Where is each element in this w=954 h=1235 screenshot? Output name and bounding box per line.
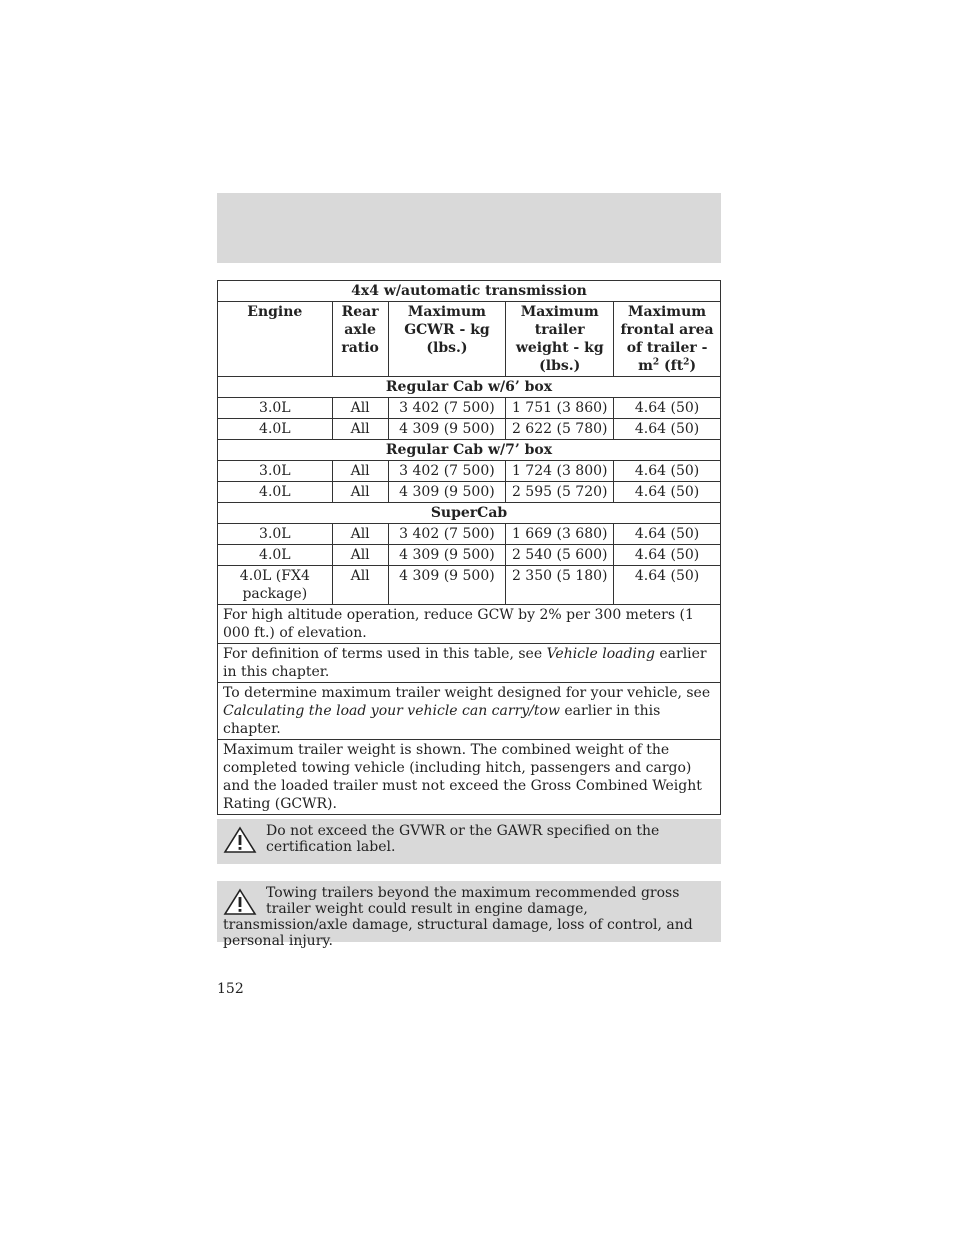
section-header-band — [217, 193, 721, 263]
header-engine: Engine — [218, 302, 333, 377]
cell-engine: 4.0L — [218, 545, 333, 566]
cell-engine: 4.0L — [218, 419, 333, 440]
cell-area: 4.64 (50) — [614, 566, 721, 605]
note-row — [218, 740, 721, 815]
warning-text: Do not exceed the GVWR or the GAWR specified on the certification label. — [266, 823, 660, 855]
note-row — [218, 644, 721, 683]
link-vehicle-loading: Vehicle loading — [546, 646, 655, 662]
cell-gcwr: 4 309 (9 500) — [388, 566, 506, 605]
warning-triangle-icon — [223, 826, 257, 854]
cell-trailer: 1 669 (3 680) — [506, 524, 614, 545]
note-determine: To determine maximum trailer weight designed for your vehicle, see Calculating the load your vehicle can carry/tow earlier in this chapter. — [218, 683, 721, 740]
table-row — [218, 566, 721, 605]
towing-table — [217, 280, 721, 815]
table-title-row — [218, 281, 721, 302]
cell-area: 4.64 (50) — [614, 524, 721, 545]
table-row — [218, 482, 721, 503]
section-title: SuperCab — [218, 503, 721, 524]
cell-area: 4.64 (50) — [614, 461, 721, 482]
cell-area: 4.64 (50) — [614, 419, 721, 440]
note-max-trailer: Maximum trailer weight is shown. The combined weight of the completed towing vehicle (including hitch, passengers and cargo) and the loaded trailer must not exceed the Gross Combined Weight Rating (GCWR). — [218, 740, 721, 815]
table-header-row — [218, 302, 721, 377]
cell-axle: All — [332, 419, 388, 440]
cell-gcwr: 3 402 (7 500) — [388, 398, 506, 419]
cell-gcwr: 3 402 (7 500) — [388, 524, 506, 545]
cell-axle: All — [332, 482, 388, 503]
header-axle-ratio: Rear axle ratio — [332, 302, 388, 377]
cell-axle: All — [332, 524, 388, 545]
cell-gcwr: 3 402 (7 500) — [388, 461, 506, 482]
note-row — [218, 605, 721, 644]
cell-axle: All — [332, 398, 388, 419]
cell-engine: 4.0L (FX4 package) — [218, 566, 333, 605]
section-row — [218, 503, 721, 524]
cell-axle: All — [332, 461, 388, 482]
cell-trailer: 1 724 (3 800) — [506, 461, 614, 482]
cell-axle: All — [332, 566, 388, 605]
cell-engine: 3.0L — [218, 461, 333, 482]
warning-triangle-icon — [223, 888, 257, 916]
cell-gcwr: 4 309 (9 500) — [388, 545, 506, 566]
note-row — [218, 683, 721, 740]
cell-axle: All — [332, 545, 388, 566]
header-trailer-weight: Maximum trailer weight - kg (lbs.) — [506, 302, 614, 377]
warning-text: Towing trailers beyond the maximum recommended gross trailer weight could result in engine damage, transmission/axle damage, structural damage, loss of control, and personal injury. — [223, 885, 693, 949]
page-number: 152 — [217, 981, 244, 997]
cell-trailer: 2 622 (5 780) — [506, 419, 614, 440]
cell-area: 4.64 (50) — [614, 398, 721, 419]
cell-gcwr: 4 309 (9 500) — [388, 419, 506, 440]
cell-area: 4.64 (50) — [614, 482, 721, 503]
header-frontal-area: Maximum frontal area of trailer - $m^2$ $(ft^2)$ — [614, 302, 721, 377]
cell-engine: 3.0L — [218, 398, 333, 419]
cell-trailer: 2 540 (5 600) — [506, 545, 614, 566]
table-row — [218, 545, 721, 566]
table-row — [218, 524, 721, 545]
section-row — [218, 377, 721, 398]
warning-box — [217, 819, 721, 864]
cell-trailer: 1 751 (3 860) — [506, 398, 614, 419]
link-calculating-load: Calculating the load your vehicle can carry/tow — [223, 703, 560, 719]
cell-gcwr: 4 309 (9 500) — [388, 482, 506, 503]
note-altitude: For high altitude operation, reduce GCW by 2% per 300 meters (1 000 ft.) of elevation. — [218, 605, 721, 644]
warning-box — [217, 881, 721, 949]
table-row — [218, 398, 721, 419]
cell-engine: 3.0L — [218, 524, 333, 545]
section-title: Regular Cab w/6’ box — [218, 377, 721, 398]
table-row — [218, 419, 721, 440]
section-title: Regular Cab w/7’ box — [218, 440, 721, 461]
section-row — [218, 440, 721, 461]
cell-trailer: 2 595 (5 720) — [506, 482, 614, 503]
cell-engine: 4.0L — [218, 482, 333, 503]
table-row — [218, 461, 721, 482]
cell-trailer: 2 350 (5 180) — [506, 566, 614, 605]
table-title: 4x4 w/automatic transmission — [218, 281, 721, 302]
cell-area: 4.64 (50) — [614, 545, 721, 566]
header-gcwr: Maximum GCWR - kg (lbs.) — [388, 302, 506, 377]
note-definition: For definition of terms used in this table, see Vehicle loading earlier in this chapter. — [218, 644, 721, 683]
